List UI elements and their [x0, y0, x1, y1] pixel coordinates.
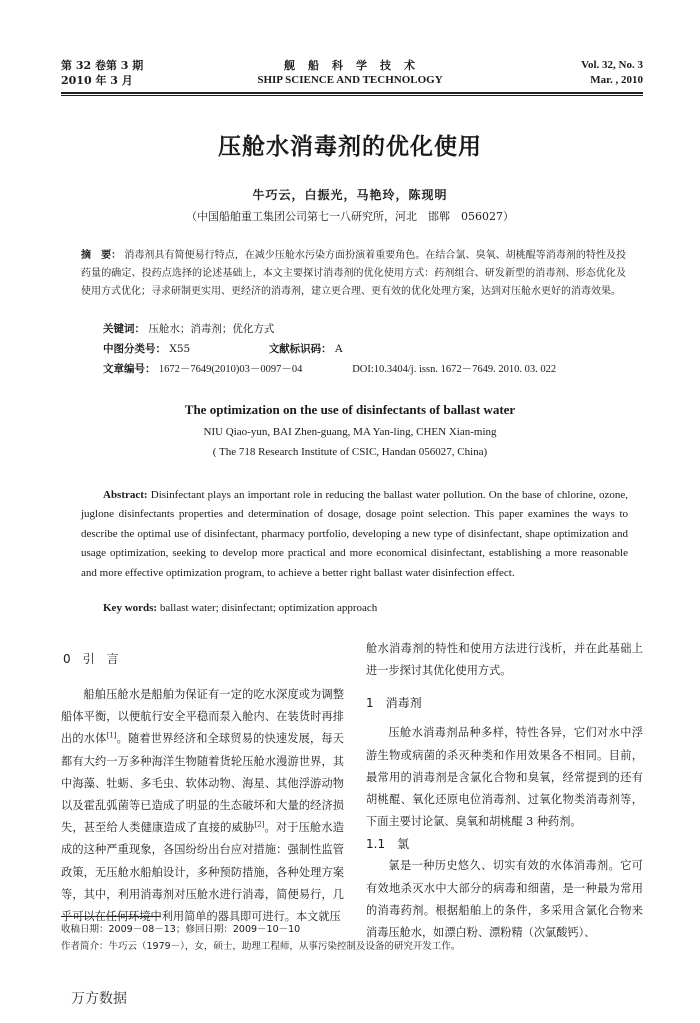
doc-code-value: A	[335, 343, 343, 355]
journal-name-en: SHIP SCIENCE AND TECHNOLOGY	[257, 74, 443, 86]
abstract-en-label: Abstract:	[103, 489, 148, 501]
left-column	[61, 648, 344, 928]
citation-1: [1]	[106, 731, 117, 740]
article-no-label: 文章编号：	[103, 363, 156, 375]
subsection-heading-chlorine: 1.1 氯	[366, 837, 410, 852]
footnote-received: 收稿日期：2009－08－13；修回日期：2009－10－10	[61, 924, 301, 935]
abstract-cn-text: 消毒剂具有简便易行特点，在减少压舱水污染方面扮演着重要角色。在结合氯、臭氧、胡桃醌等消毒剂的特性及投药量的确定、投药点选择的论述基础上，本文主要探讨消毒剂的优化使用方式：药剂组合、研发新型的消毒剂、形态优化及使用方式优化；寻求研制更实用、更经济的消毒剂，建立更合理、更有效的优化处理方案，达到对压舱水更好的消毒效果。	[81, 250, 627, 298]
authors-cn: 牛巧云，白振光，马艳玲，陈现明	[252, 188, 448, 202]
clc-value: X55	[169, 343, 191, 355]
article-number	[103, 360, 643, 379]
abstract-en	[81, 486, 628, 583]
abstract-cn-label: 摘 要：	[81, 250, 122, 261]
keywords-cn-label: 关键词：	[103, 323, 145, 335]
continued-paragraph: 舱水消毒剂的特性和使用方法进行浅析，并在此基础上进一步探讨其优化使用方式。	[366, 642, 643, 678]
issue-info	[61, 58, 143, 88]
affiliation-cn: （中国船舶重工集团公司第七一八研究所，河北 邯郸 056027）	[186, 210, 514, 223]
citation-2: [2]	[254, 820, 265, 829]
journal-name	[200, 58, 500, 88]
affiliation-en: ( The 718 Research Institute of CSIC, Handan 056027, China)	[212, 446, 488, 458]
footnote-rule	[61, 916, 161, 917]
chlorine-paragraph: 氯是一种历史悠久、切实有效的水体消毒剂。它可有效地杀灭水中大部分的病毒和细菌，是一种最为常用的消毒药剂。根据船舶上的条件，多采用含氯化合物来消毒压舱水，如漂白粉、漂粉精（次氯酸钙）、	[366, 859, 643, 940]
paper-title-cn: 压舱水消毒剂的优化使用	[218, 134, 482, 160]
doc-code-label: 文献标识码：	[268, 343, 332, 355]
issue-date: 2010 年 3 月	[61, 74, 133, 87]
volume-en: Vol. 32, No. 3	[581, 59, 643, 71]
journal-name-cn: 舰 船 科 学 技 术	[284, 59, 416, 72]
keywords-cn	[103, 320, 274, 338]
doi: DOI:10.3404/j. issn. 1672－7649. 2010. 03. 022	[352, 364, 557, 375]
keywords-en-label: Key words:	[103, 602, 158, 614]
issue-info-en	[500, 58, 643, 88]
intro-text-a: 船舶压舱水是船舶为保证有一定的吃水深度或为调整船体平衡，以便航行安全平稳而泵入舱内、在装货时再排出的水体	[61, 688, 344, 746]
article-no-value: 1672－7649(2010)03－0097－04	[158, 364, 303, 375]
section-heading-disinfectants: 1 消毒剂	[366, 696, 422, 711]
footnote-bio: 作者简介：牛巧云（1979－），女，硕士，助理工程师，从事污染控制及设备的研究开发工作。	[61, 941, 461, 952]
keywords-en-text: ballast water; disinfectant; optimization approach	[159, 602, 378, 614]
watermark: 万方数据	[71, 991, 127, 1007]
abstract-en-text: Disinfectant plays an important role in reducing the ballast water pollution. On the base of chlorine, ozone, juglone disinfectants properties and determination of dosage, dosage point selection. This paper examines the ways to describe the optimal use of disinfectant, pharmacy portfolio, developing a new type of disinfectant, shape optimization and usage optimization, seeking to develop more practical and more economical disinfectant, establishing a more reasonable and more effective optimization program, to achieve a better right ballast water disinfection effect.	[81, 489, 628, 579]
authors-en: NIU Qiao-yun, BAI Zhen-guang, MA Yan-ling, CHEN Xian-ming	[203, 426, 497, 438]
classification	[103, 340, 603, 358]
paper-title-en: The optimization on the use of disinfectants of ballast water	[184, 402, 516, 417]
date-en: Mar. , 2010	[590, 74, 643, 86]
clc-label: 中图分类号：	[103, 343, 166, 355]
keywords-en	[103, 602, 377, 614]
intro-text-c: 。对于压舱水造成的这种严重现象，各国纷纷出台应对措施：强制性监管政策，无压舱水船舶设计，多种预防措施，各种处理方案等，其中，利用消毒剂对压舱水进行消毒，简便易行，几乎可以在任何环境中利用简单的器具即可进行。本文就压	[61, 821, 344, 924]
intro-paragraph	[61, 684, 344, 928]
right-column	[366, 638, 643, 944]
section-heading-intro: 0 引 言	[63, 652, 119, 666]
keywords-cn-text: 压舱水；消毒剂；优化方式	[148, 323, 275, 335]
header-rule	[61, 92, 643, 94]
intro-text-b: 。随着世界经济和全球贸易的快速发展，每天都有大约一万多种海洋生物随着货轮压舱水漫游世界，其中海藻、牡蛎、多毛虫、软体动物、海星、其他浮游动物以及霍乱弧菌等已造成了明显的生态破坏和大量的经济损失，甚至给人类健康造成了直接的威胁	[61, 732, 344, 835]
issue-volume: 第 32 卷第 3 期	[61, 59, 144, 72]
header-rule-thin	[61, 95, 643, 96]
disinfectant-paragraph: 压舱水消毒剂品种多样，特性各异，它们对水中浮游生物或病菌的杀灭种类和作用效果各不相同。目前，最常用的消毒剂是含氯化合物和臭氧，经常提到的还有胡桃醌、氧化还原电位消毒剂、过氧化物类消毒剂等，下面主要讨论氯、臭氧和胡桃醌 3 种药剂。	[366, 726, 643, 829]
abstract-cn	[81, 247, 626, 302]
